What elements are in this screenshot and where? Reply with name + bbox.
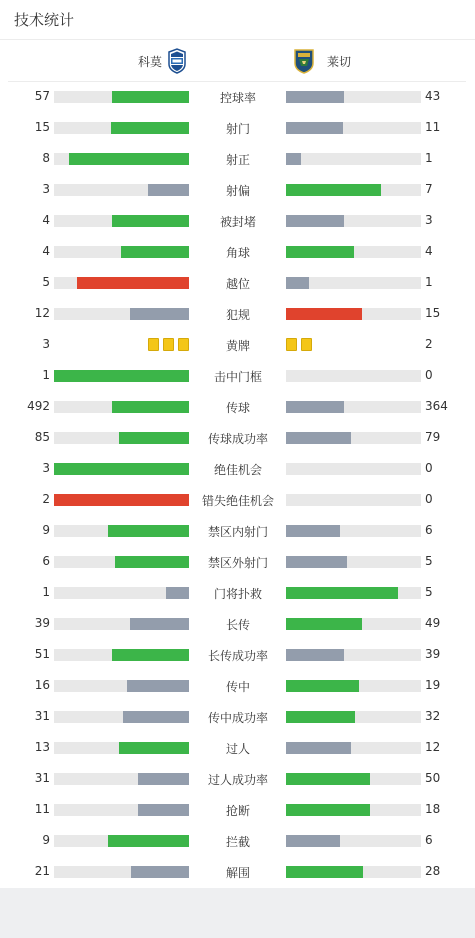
stat-row: [0, 298, 475, 329]
away-value: 6: [425, 523, 433, 537]
away-bar-track: [286, 587, 421, 599]
away-bar-track: [286, 246, 421, 258]
home-value: 8: [42, 151, 50, 165]
home-value: 85: [34, 430, 50, 444]
home-value: 57: [34, 89, 50, 103]
home-bar-fill: [112, 649, 189, 661]
home-bar-track: [54, 91, 189, 103]
home-bar-track: [54, 215, 189, 227]
home-value: 2: [42, 492, 50, 506]
away-value: 364: [425, 399, 448, 413]
away-value: 43: [425, 89, 441, 103]
home-value: 3: [42, 461, 50, 475]
away-value: 39: [425, 647, 441, 661]
away-bar-track: [286, 494, 421, 506]
home-value: 4: [42, 244, 50, 258]
stat-label: 错失绝佳机会: [201, 494, 274, 508]
away-bar-track: [286, 215, 421, 227]
home-value: 9: [42, 523, 50, 537]
home-bar-fill: [138, 804, 189, 816]
away-bar-track: [286, 463, 421, 475]
stat-row: [0, 546, 475, 577]
away-team-name: 莱切: [327, 55, 352, 69]
stat-row: [0, 577, 475, 608]
away-bar-track: [286, 122, 421, 134]
away-value: 15: [425, 306, 441, 320]
home-value: 21: [34, 864, 50, 878]
stat-label: 拦截: [225, 835, 250, 849]
home-bar-fill: [69, 153, 189, 165]
stat-row: [0, 112, 475, 143]
away-bar-fill: [286, 773, 370, 785]
home-value: 51: [34, 647, 50, 661]
away-bar-fill: [286, 680, 359, 692]
stat-label: 传球成功率: [207, 432, 268, 446]
stat-label: 射偏: [225, 184, 250, 198]
stat-label: 禁区外射门: [207, 556, 268, 570]
away-value: 4: [425, 244, 433, 258]
home-bar-track: [54, 866, 189, 878]
stat-row: [0, 391, 475, 422]
home-bar-track: [54, 773, 189, 785]
away-bar-fill: [286, 215, 344, 227]
home-bar-fill: [138, 773, 189, 785]
home-value: 5: [42, 275, 50, 289]
stat-row: [0, 267, 475, 298]
away-value: 49: [425, 616, 441, 630]
away-bar-track: [286, 153, 421, 165]
home-bar-track: [54, 153, 189, 165]
home-bar-track: [54, 184, 189, 196]
away-bar-fill: [286, 525, 340, 537]
away-bar-track: [286, 773, 421, 785]
home-value: 31: [34, 709, 50, 723]
yellow-card-icon: [163, 338, 174, 351]
section-title: 技术统计: [14, 11, 75, 29]
away-bar-fill: [286, 432, 351, 444]
home-bar-fill: [130, 618, 189, 630]
away-value: 2: [425, 337, 433, 351]
away-value: 6: [425, 833, 433, 847]
away-value: 32: [425, 709, 441, 723]
away-bar-fill: [286, 308, 362, 320]
away-value: 3: [425, 213, 433, 227]
home-bar-fill: [54, 494, 189, 506]
stat-row: [0, 205, 475, 236]
stat-row: [0, 670, 475, 701]
stat-label: 抢断: [225, 804, 250, 818]
home-bar-fill: [148, 184, 189, 196]
home-bar-track: [54, 401, 189, 413]
away-bar-track: [286, 804, 421, 816]
away-bar-fill: [286, 91, 344, 103]
home-bar-fill: [77, 277, 189, 289]
stat-label: 被封堵: [219, 215, 256, 229]
away-value: 1: [425, 151, 433, 165]
away-value: 1: [425, 275, 433, 289]
stat-row: [0, 174, 475, 205]
home-bar-fill: [130, 308, 189, 320]
away-bar-track: [286, 432, 421, 444]
home-bar-fill: [166, 587, 189, 599]
yellow-card-icon: [148, 338, 159, 351]
stat-label: 禁区内射门: [207, 525, 268, 539]
home-bar-track: [54, 649, 189, 661]
away-value: 18: [425, 802, 441, 816]
home-team-name: 科莫: [138, 55, 163, 69]
stat-row: [0, 515, 475, 546]
stat-label: 门将扑救: [213, 587, 262, 601]
home-value: 12: [34, 306, 50, 320]
stat-label: 传中: [225, 680, 250, 694]
away-bar-track: [286, 711, 421, 723]
away-bar-fill: [286, 711, 355, 723]
away-bar-track: [286, 618, 421, 630]
home-bar-track: [54, 711, 189, 723]
home-value: 1: [42, 368, 50, 382]
home-bar-track: [54, 308, 189, 320]
away-bar-fill: [286, 587, 398, 599]
home-bar-track: [54, 680, 189, 692]
stat-label: 控球率: [219, 91, 256, 105]
stat-row: [0, 360, 475, 391]
home-value: 11: [34, 802, 50, 816]
stat-row: [0, 453, 475, 484]
home-value: 4: [42, 213, 50, 227]
home-bar-track: [54, 277, 189, 289]
stat-row: [0, 763, 475, 794]
home-bar-fill: [54, 370, 189, 382]
away-value: 50: [425, 771, 441, 785]
stat-row: [0, 484, 475, 515]
home-bar-track: [54, 494, 189, 506]
home-bar-track: [54, 525, 189, 537]
home-value: 13: [34, 740, 50, 754]
away-bar-fill: [286, 866, 363, 878]
home-bar-fill: [54, 463, 189, 475]
away-value: 79: [425, 430, 441, 444]
home-bar-fill: [108, 525, 189, 537]
stat-row: [0, 794, 475, 825]
stat-label: 犯规: [225, 308, 250, 322]
away-bar-track: [286, 525, 421, 537]
stat-label: 黄牌: [225, 339, 250, 353]
home-bar-fill: [119, 432, 189, 444]
stat-row: [0, 329, 475, 360]
home-bar-fill: [127, 680, 189, 692]
away-bar-track: [286, 277, 421, 289]
away-bar-fill: [286, 153, 301, 165]
away-bar-fill: [286, 742, 351, 754]
away-bar-track: [286, 401, 421, 413]
home-value: 6: [42, 554, 50, 568]
away-value: 7: [425, 182, 433, 196]
away-bar-fill: [286, 618, 362, 630]
stat-row: [0, 732, 475, 763]
home-bar-track: [54, 618, 189, 630]
home-value: 492: [27, 399, 50, 413]
home-value: 3: [42, 337, 50, 351]
yellow-card-icon: [286, 338, 297, 351]
stat-row: [0, 825, 475, 856]
away-value: 28: [425, 864, 441, 878]
home-bar-fill: [112, 401, 189, 413]
stat-row: [0, 639, 475, 670]
away-bar-fill: [286, 246, 354, 258]
stat-label: 长传成功率: [207, 649, 268, 663]
stat-row: [0, 701, 475, 732]
home-bar-track: [54, 804, 189, 816]
stat-label: 传球: [225, 401, 250, 415]
away-bar-track: [286, 91, 421, 103]
stat-row: [0, 81, 475, 112]
away-bar-track: [286, 742, 421, 754]
stat-label: 射门: [225, 122, 250, 136]
stat-label: 传中成功率: [207, 711, 268, 725]
stat-row: [0, 236, 475, 267]
home-bar-track: [54, 556, 189, 568]
home-bar-track: [54, 587, 189, 599]
away-bar-track: [286, 308, 421, 320]
home-bar-fill: [112, 91, 189, 103]
stat-label: 绝佳机会: [213, 463, 262, 477]
away-value: 0: [425, 492, 433, 506]
away-value: 0: [425, 368, 433, 382]
home-bar-fill: [111, 122, 189, 134]
away-bar-fill: [286, 556, 347, 568]
away-team-logo-icon: [293, 48, 315, 74]
home-value: 3: [42, 182, 50, 196]
away-yellow-cards: [286, 338, 312, 351]
away-bar-track: [286, 866, 421, 878]
home-value: 9: [42, 833, 50, 847]
stat-label: 击中门框: [213, 370, 262, 384]
stat-label: 解围: [225, 866, 250, 880]
away-value: 11: [425, 120, 441, 134]
away-bar-track: [286, 370, 421, 382]
away-bar-fill: [286, 835, 340, 847]
stat-row: [0, 856, 475, 887]
away-bar-fill: [286, 804, 370, 816]
stat-row: [0, 608, 475, 639]
away-value: 0: [425, 461, 433, 475]
home-value: 16: [34, 678, 50, 692]
home-bar-track: [54, 370, 189, 382]
away-bar-track: [286, 835, 421, 847]
away-bar-track: [286, 680, 421, 692]
home-yellow-cards: [148, 338, 189, 351]
home-value: 15: [34, 120, 50, 134]
stat-label: 长传: [225, 618, 250, 632]
home-bar-fill: [108, 835, 189, 847]
stat-label: 射正: [225, 153, 250, 167]
home-value: 31: [34, 771, 50, 785]
home-bar-track: [54, 246, 189, 258]
yellow-card-icon: [301, 338, 312, 351]
home-bar-fill: [119, 742, 189, 754]
stat-label: 过人成功率: [207, 773, 268, 787]
away-bar-fill: [286, 401, 344, 413]
away-bar-fill: [286, 649, 344, 661]
stat-row: [0, 422, 475, 453]
home-bar-track: [54, 432, 189, 444]
away-value: 19: [425, 678, 441, 692]
home-bar-track: [54, 122, 189, 134]
stat-row: [0, 143, 475, 174]
away-value: 12: [425, 740, 441, 754]
stat-label: 过人: [225, 742, 250, 756]
away-value: 5: [425, 554, 433, 568]
home-bar-track: [54, 463, 189, 475]
home-bar-fill: [131, 866, 189, 878]
away-bar-track: [286, 649, 421, 661]
yellow-card-icon: [178, 338, 189, 351]
away-bar-track: [286, 184, 421, 196]
home-bar-fill: [123, 711, 189, 723]
home-bar-fill: [121, 246, 189, 258]
away-bar-track: [286, 556, 421, 568]
home-value: 1: [42, 585, 50, 599]
home-team-logo-icon: [166, 48, 188, 74]
away-bar-fill: [286, 277, 309, 289]
away-bar-fill: [286, 122, 343, 134]
teams-header: [8, 41, 466, 82]
away-bar-fill: [286, 184, 381, 196]
home-bar-track: [54, 742, 189, 754]
stat-label: 角球: [225, 246, 250, 260]
home-bar-fill: [115, 556, 189, 568]
stat-label: 越位: [225, 277, 250, 291]
away-value: 5: [425, 585, 433, 599]
home-bar-fill: [112, 215, 189, 227]
home-value: 39: [34, 616, 50, 630]
home-bar-track: [54, 835, 189, 847]
divider: [0, 39, 475, 40]
